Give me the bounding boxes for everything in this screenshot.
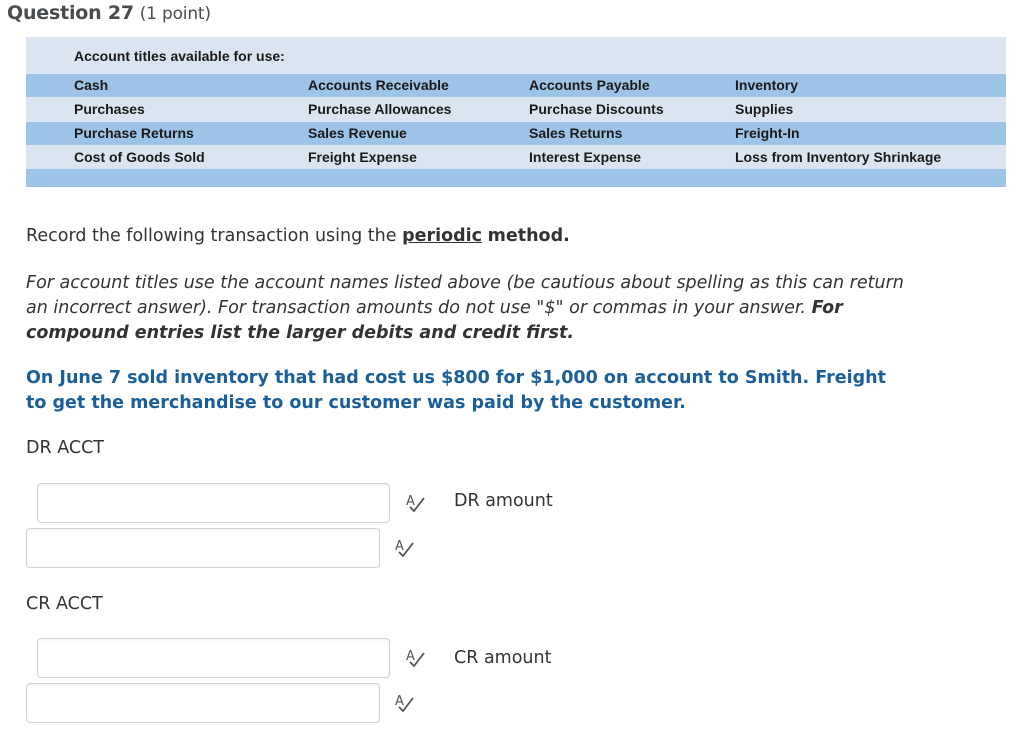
account-cell: Purchase Allowances — [308, 101, 452, 117]
account-titles-heading: Account titles available for use: — [74, 48, 285, 64]
account-row-spacer — [26, 169, 1006, 187]
dr-acct-input-1[interactable] — [37, 483, 390, 523]
spell-check-icon[interactable] — [405, 647, 427, 669]
note-bold: For compound entries list the larger debits and credit first. — [26, 298, 843, 343]
account-cell: Accounts Payable — [529, 77, 650, 93]
dr-amount-label: DR amount — [454, 491, 553, 511]
account-cell: Cost of Goods Sold — [74, 149, 205, 165]
dr-acct-label: DR ACCT — [26, 438, 104, 458]
instructions-suffix: method. — [487, 226, 570, 246]
question-title: Question 27 — [7, 2, 134, 24]
account-cell: Sales Returns — [529, 125, 623, 141]
svg-text:A: A — [406, 649, 415, 664]
note-text: For account titles use the account names listed above (be cautious about spelling as this can return an incorrect answer). For transaction amounts do not use "$" or commas in your answer. — [26, 273, 904, 318]
account-cell: Purchases — [74, 101, 145, 117]
account-cell: Purchase Discounts — [529, 101, 664, 117]
transaction-text: On June 7 sold inventory that had cost us $800 for $1,000 on account to Smith. Freight to get the merchandise to our customer was paid by the customer. — [26, 368, 886, 413]
account-cell: Freight Expense — [308, 149, 417, 165]
question-points: (1 point) — [139, 4, 211, 24]
answer-note — [26, 271, 906, 346]
account-cell: Cash — [74, 77, 109, 93]
cr-acct-input-1[interactable] — [37, 638, 390, 678]
instructions — [26, 226, 570, 246]
svg-text:A: A — [395, 539, 404, 554]
question-header — [7, 2, 211, 24]
account-cell: Supplies — [735, 101, 794, 117]
cr-acct-label: CR ACCT — [26, 594, 103, 614]
account-cell: Loss from Inventory Shrinkage — [735, 149, 942, 165]
account-row — [26, 98, 1006, 121]
account-cell: Sales Revenue — [308, 125, 407, 141]
account-row — [26, 146, 1006, 169]
instructions-prefix: Record the following transaction using the — [26, 226, 403, 246]
account-cell: Freight-In — [735, 125, 800, 141]
account-row — [26, 122, 1006, 145]
cr-amount-label: CR amount — [454, 648, 552, 668]
account-cell: Inventory — [735, 77, 799, 93]
account-cell: Interest Expense — [529, 149, 642, 165]
svg-text:A: A — [395, 694, 404, 709]
spell-check-icon[interactable] — [405, 492, 427, 514]
svg-text:A: A — [406, 494, 415, 509]
dr-acct-input-2[interactable] — [26, 528, 380, 568]
spell-check-icon[interactable] — [394, 692, 416, 714]
spell-check-icon[interactable] — [394, 537, 416, 559]
account-row — [26, 74, 1006, 97]
instructions-method: periodic — [402, 226, 483, 246]
cr-acct-input-2[interactable] — [26, 683, 380, 723]
account-cell: Purchase Returns — [74, 125, 194, 141]
account-cell: Accounts Receivable — [308, 77, 449, 93]
account-titles-panel — [26, 37, 1006, 187]
